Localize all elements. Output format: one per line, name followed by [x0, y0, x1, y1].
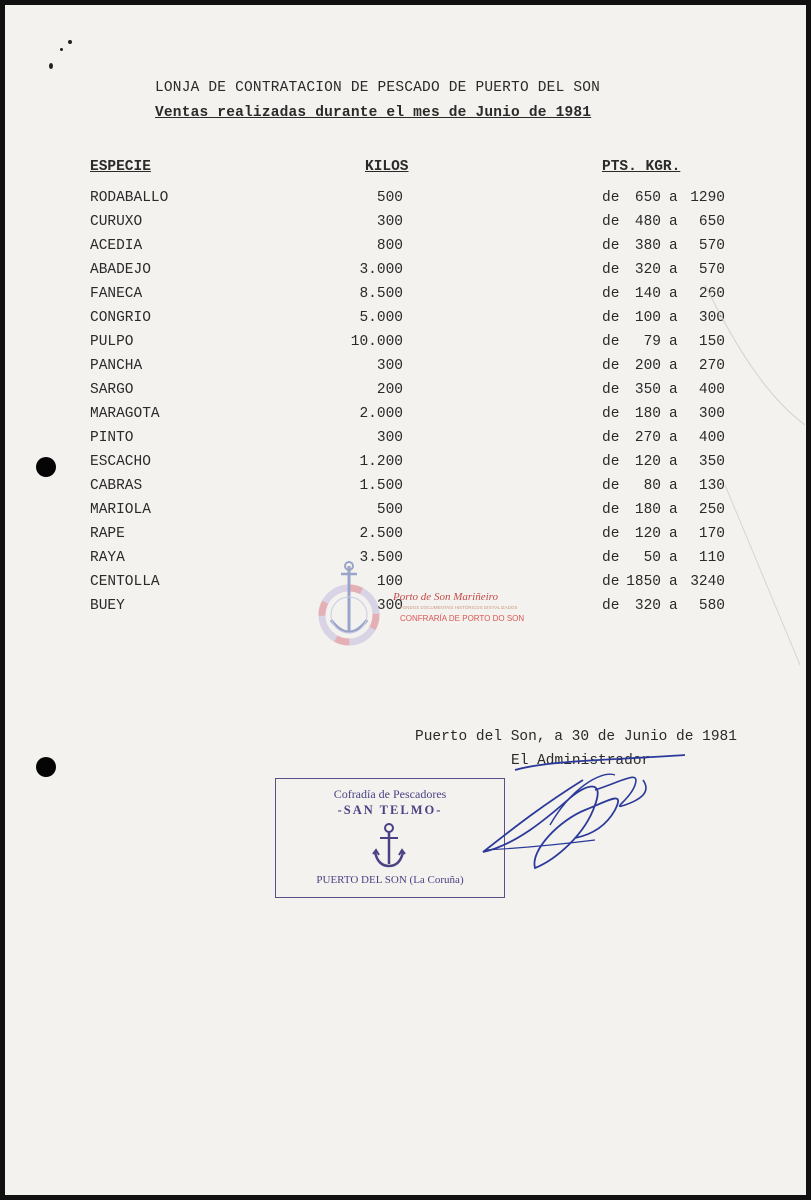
price-max-cell: 300	[698, 310, 725, 326]
price-max-cell: 110	[698, 550, 725, 566]
table-row	[5, 262, 806, 286]
kilos-cell: 3.500	[359, 550, 403, 566]
range-from-label: de	[602, 574, 620, 590]
stamp-line: -SAN TELMO-	[337, 803, 443, 817]
price-max-cell: 130	[698, 478, 725, 494]
species-cell: MARAGOTA	[90, 406, 160, 422]
column-header-price: PTS. KGR.	[602, 159, 681, 175]
price-min-cell: 120	[634, 454, 661, 470]
range-to-label: a	[669, 478, 678, 494]
price-min-cell: 350	[634, 382, 661, 398]
watermark-subtitle: FONDOS DOCUMENTAIS HISTÓRICOS DIXITALIZADOS	[400, 605, 518, 610]
watermark-title: Porto de Son Mariñeiro	[393, 591, 498, 603]
price-min-cell: 380	[634, 238, 661, 254]
species-cell: CONGRIO	[90, 310, 151, 326]
species-cell: RAYA	[90, 550, 125, 566]
kilos-cell: 5.000	[359, 310, 403, 326]
species-cell: PULPO	[90, 334, 134, 350]
price-min-cell: 80	[643, 478, 661, 494]
species-cell: CURUXO	[90, 214, 143, 230]
signatory-title: El Administrador	[511, 753, 651, 769]
price-min-cell: 320	[634, 598, 661, 614]
price-min-cell: 320	[634, 262, 661, 278]
price-min-cell: 200	[634, 358, 661, 374]
range-to-label: a	[669, 550, 678, 566]
range-to-label: a	[669, 310, 678, 326]
punch-hole	[36, 457, 56, 477]
price-max-cell: 250	[698, 502, 725, 518]
kilos-cell: 500	[376, 502, 403, 518]
species-cell: PINTO	[90, 430, 134, 446]
species-cell: SARGO	[90, 382, 134, 398]
watermark-org: CONFRARÍA DE PORTO DO SON	[400, 614, 525, 623]
table-row	[5, 358, 806, 382]
table-row	[5, 550, 806, 574]
price-max-cell: 350	[698, 454, 725, 470]
range-from-label: de	[602, 214, 620, 230]
ink-speck	[60, 48, 63, 51]
price-max-cell: 570	[698, 262, 725, 278]
kilos-cell: 100	[376, 574, 403, 590]
ink-speck	[68, 40, 72, 44]
kilos-cell: 500	[376, 190, 403, 206]
range-to-label: a	[669, 262, 678, 278]
range-from-label: de	[602, 550, 620, 566]
table-row	[5, 454, 806, 478]
species-cell: CABRAS	[90, 478, 143, 494]
price-min-cell: 270	[634, 430, 661, 446]
range-from-label: de	[602, 286, 620, 302]
cofradia-stamp	[275, 778, 505, 898]
species-cell: ABADEJO	[90, 262, 151, 278]
price-max-cell: 300	[698, 406, 725, 422]
species-cell: MARIOLA	[90, 502, 151, 518]
table-row	[5, 430, 806, 454]
species-cell: ACEDIA	[90, 238, 143, 254]
column-header-species: ESPECIE	[90, 159, 151, 175]
kilos-cell: 1.500	[359, 478, 403, 494]
table-row	[5, 334, 806, 358]
range-to-label: a	[669, 286, 678, 302]
species-cell: CENTOLLA	[90, 574, 160, 590]
range-from-label: de	[602, 526, 620, 542]
range-from-label: de	[602, 502, 620, 518]
kilos-cell: 1.200	[359, 454, 403, 470]
price-max-cell: 150	[698, 334, 725, 350]
kilos-cell: 200	[376, 382, 403, 398]
range-from-label: de	[602, 310, 620, 326]
table-row	[5, 502, 806, 526]
range-to-label: a	[669, 526, 678, 542]
price-max-cell: 400	[698, 382, 725, 398]
price-max-cell: 580	[698, 598, 725, 614]
range-to-label: a	[669, 502, 678, 518]
kilos-cell: 300	[376, 430, 403, 446]
range-from-label: de	[602, 358, 620, 374]
species-cell: BUEY	[90, 598, 125, 614]
kilos-cell: 8.500	[359, 286, 403, 302]
price-max-cell: 260	[698, 286, 725, 302]
price-max-cell: 570	[698, 238, 725, 254]
range-to-label: a	[669, 214, 678, 230]
kilos-cell: 300	[376, 358, 403, 374]
table-row	[5, 382, 806, 406]
range-to-label: a	[669, 238, 678, 254]
price-max-cell: 400	[698, 430, 725, 446]
range-to-label: a	[669, 358, 678, 374]
price-min-cell: 79	[643, 334, 661, 350]
range-to-label: a	[669, 334, 678, 350]
table-row	[5, 526, 806, 550]
table-row	[5, 406, 806, 430]
table-row	[5, 190, 806, 214]
anchor-icon	[372, 822, 406, 870]
price-max-cell: 1290	[690, 190, 725, 206]
range-from-label: de	[602, 382, 620, 398]
kilos-cell: 800	[376, 238, 403, 254]
watermark-life-ring-icon	[317, 560, 387, 650]
kilos-cell: 3.000	[359, 262, 403, 278]
range-to-label: a	[669, 382, 678, 398]
kilos-cell: 10.000	[350, 334, 403, 350]
document-subtitle: Ventas realizadas durante el mes de Junio de 1981	[155, 105, 592, 121]
price-min-cell: 100	[634, 310, 661, 326]
document-title: LONJA DE CONTRATACION DE PESCADO DE PUERTO DEL SON	[155, 80, 601, 96]
price-min-cell: 650	[634, 190, 661, 206]
price-min-cell: 480	[634, 214, 661, 230]
price-min-cell: 140	[634, 286, 661, 302]
species-cell: ESCACHO	[90, 454, 151, 470]
range-from-label: de	[602, 334, 620, 350]
range-to-label: a	[669, 406, 678, 422]
place-date: Puerto del Son, a 30 de Junio de 1981	[415, 729, 737, 745]
price-min-cell: 180	[634, 502, 661, 518]
range-from-label: de	[602, 454, 620, 470]
range-from-label: de	[602, 598, 620, 614]
punch-hole	[36, 757, 56, 777]
price-max-cell: 170	[698, 526, 725, 542]
kilos-cell: 2.500	[359, 526, 403, 542]
price-min-cell: 120	[634, 526, 661, 542]
range-from-label: de	[602, 190, 620, 206]
signature-mark	[475, 750, 695, 880]
price-max-cell: 270	[698, 358, 725, 374]
stamp-line: Cofradía de Pescadores	[333, 787, 447, 801]
range-from-label: de	[602, 262, 620, 278]
range-to-label: a	[669, 454, 678, 470]
range-from-label: de	[602, 430, 620, 446]
ink-speck	[49, 63, 53, 69]
paper-crease	[705, 285, 805, 705]
column-header-kilos: KILOS	[365, 159, 409, 175]
range-to-label: a	[669, 574, 678, 590]
range-from-label: de	[602, 406, 620, 422]
range-from-label: de	[602, 478, 620, 494]
species-cell: RAPE	[90, 526, 125, 542]
kilos-cell: 300	[376, 598, 403, 614]
price-min-cell: 50	[643, 550, 661, 566]
price-min-cell: 180	[634, 406, 661, 422]
range-to-label: a	[669, 190, 678, 206]
sales-table	[5, 190, 806, 622]
price-max-cell: 3240	[690, 574, 725, 590]
range-to-label: a	[669, 598, 678, 614]
range-from-label: de	[602, 238, 620, 254]
price-max-cell: 650	[698, 214, 725, 230]
table-row	[5, 478, 806, 502]
kilos-cell: 2.000	[359, 406, 403, 422]
species-cell: FANECA	[90, 286, 143, 302]
price-min-cell: 1850	[626, 574, 661, 590]
kilos-cell: 300	[376, 214, 403, 230]
table-row	[5, 238, 806, 262]
species-cell: RODABALLO	[90, 190, 169, 206]
species-cell: PANCHA	[90, 358, 143, 374]
stamp-line: PUERTO DEL SON (La Coruña)	[316, 874, 464, 886]
range-to-label: a	[669, 430, 678, 446]
table-row	[5, 286, 806, 310]
table-row	[5, 214, 806, 238]
table-row	[5, 310, 806, 334]
